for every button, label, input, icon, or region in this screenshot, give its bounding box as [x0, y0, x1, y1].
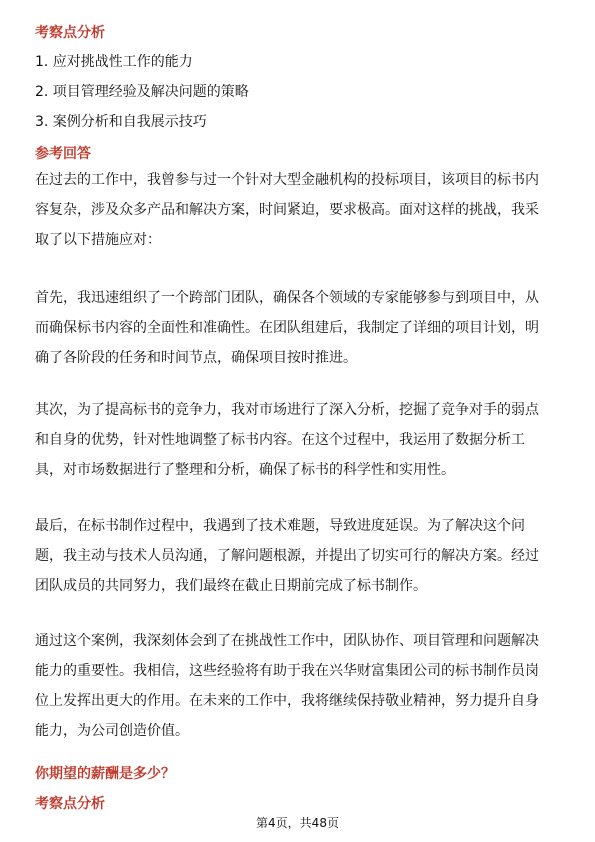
paragraph-line: 在过去的工作中，我曾参与过一个针对大型金融机构的投标项目，该项目的标书内 — [35, 172, 539, 188]
analysis-item-2: 2. 项目管理经验及解决问题的策略 — [35, 84, 249, 100]
answer-paragraph-1 — [35, 165, 565, 255]
paragraph-line: 能力，为公司创造价值。 — [35, 723, 189, 739]
analysis-item-3: 3. 案例分析和自我展示技巧 — [35, 114, 207, 130]
page-number: 第4页，共48页 — [256, 816, 339, 830]
answer-paragraph-3 — [35, 395, 565, 485]
paragraph-line: 其次，为了提高标书的竞争力，我对市场进行了深入分析，挖掘了竞争对手的弱点 — [35, 402, 539, 418]
paragraph-line: 能力的重要性。我相信，这些经验将有助于我在兴华财富集团公司的标书制作员岗 — [35, 663, 539, 679]
paragraph-line: 位上发挥出更大的作用。在未来的工作中，我将继续保持敬业精神，努力提升自身 — [35, 693, 539, 709]
analysis-item-1: 1. 应对挑战性工作的能力 — [35, 54, 193, 70]
next-analysis-heading: 考察点分析 — [35, 796, 105, 812]
answer-heading: 参考回答 — [35, 146, 91, 162]
paragraph-line: 题，我主动与技术人员沟通，了解问题根源，并提出了切实可行的解决方案。经过 — [35, 548, 539, 564]
paragraph-line: 取了以下措施应对： — [35, 232, 161, 248]
paragraph-line: 确了各阶段的任务和时间节点，确保项目按时推进。 — [35, 350, 357, 366]
answer-paragraph-2 — [35, 283, 565, 373]
answer-paragraph-5 — [35, 626, 565, 746]
paragraph-line: 首先，我迅速组织了一个跨部门团队，确保各个领域的专家能够参与到项目中，从 — [35, 290, 539, 306]
paragraph-line: 团队成员的共同努力，我们最终在截止日期前完成了标书制作。 — [35, 578, 427, 594]
paragraph-line: 容复杂，涉及众多产品和解决方案，时间紧迫，要求极高。面对这样的挑战，我采 — [35, 202, 539, 218]
analysis-heading: 考察点分析 — [35, 25, 105, 41]
paragraph-line: 和自身的优势，针对性地调整了标书内容。在这个过程中，我运用了数据分析工 — [35, 432, 525, 448]
paragraph-line: 而确保标书内容的全面性和准确性。在团队组建后，我制定了详细的项目计划，明 — [35, 320, 539, 336]
paragraph-line: 具，对市场数据进行了整理和分析，确保了标书的科学性和实用性。 — [35, 462, 455, 478]
paragraph-line: 最后，在标书制作过程中，我遇到了技术难题，导致进度延误。为了解决这个问 — [35, 518, 525, 534]
paragraph-line: 通过这个案例，我深刻体会到了在挑战性工作中，团队协作、项目管理和问题解决 — [35, 633, 539, 649]
answer-paragraph-4 — [35, 511, 565, 601]
next-question-heading: 你期望的薪酬是多少？ — [35, 766, 175, 782]
